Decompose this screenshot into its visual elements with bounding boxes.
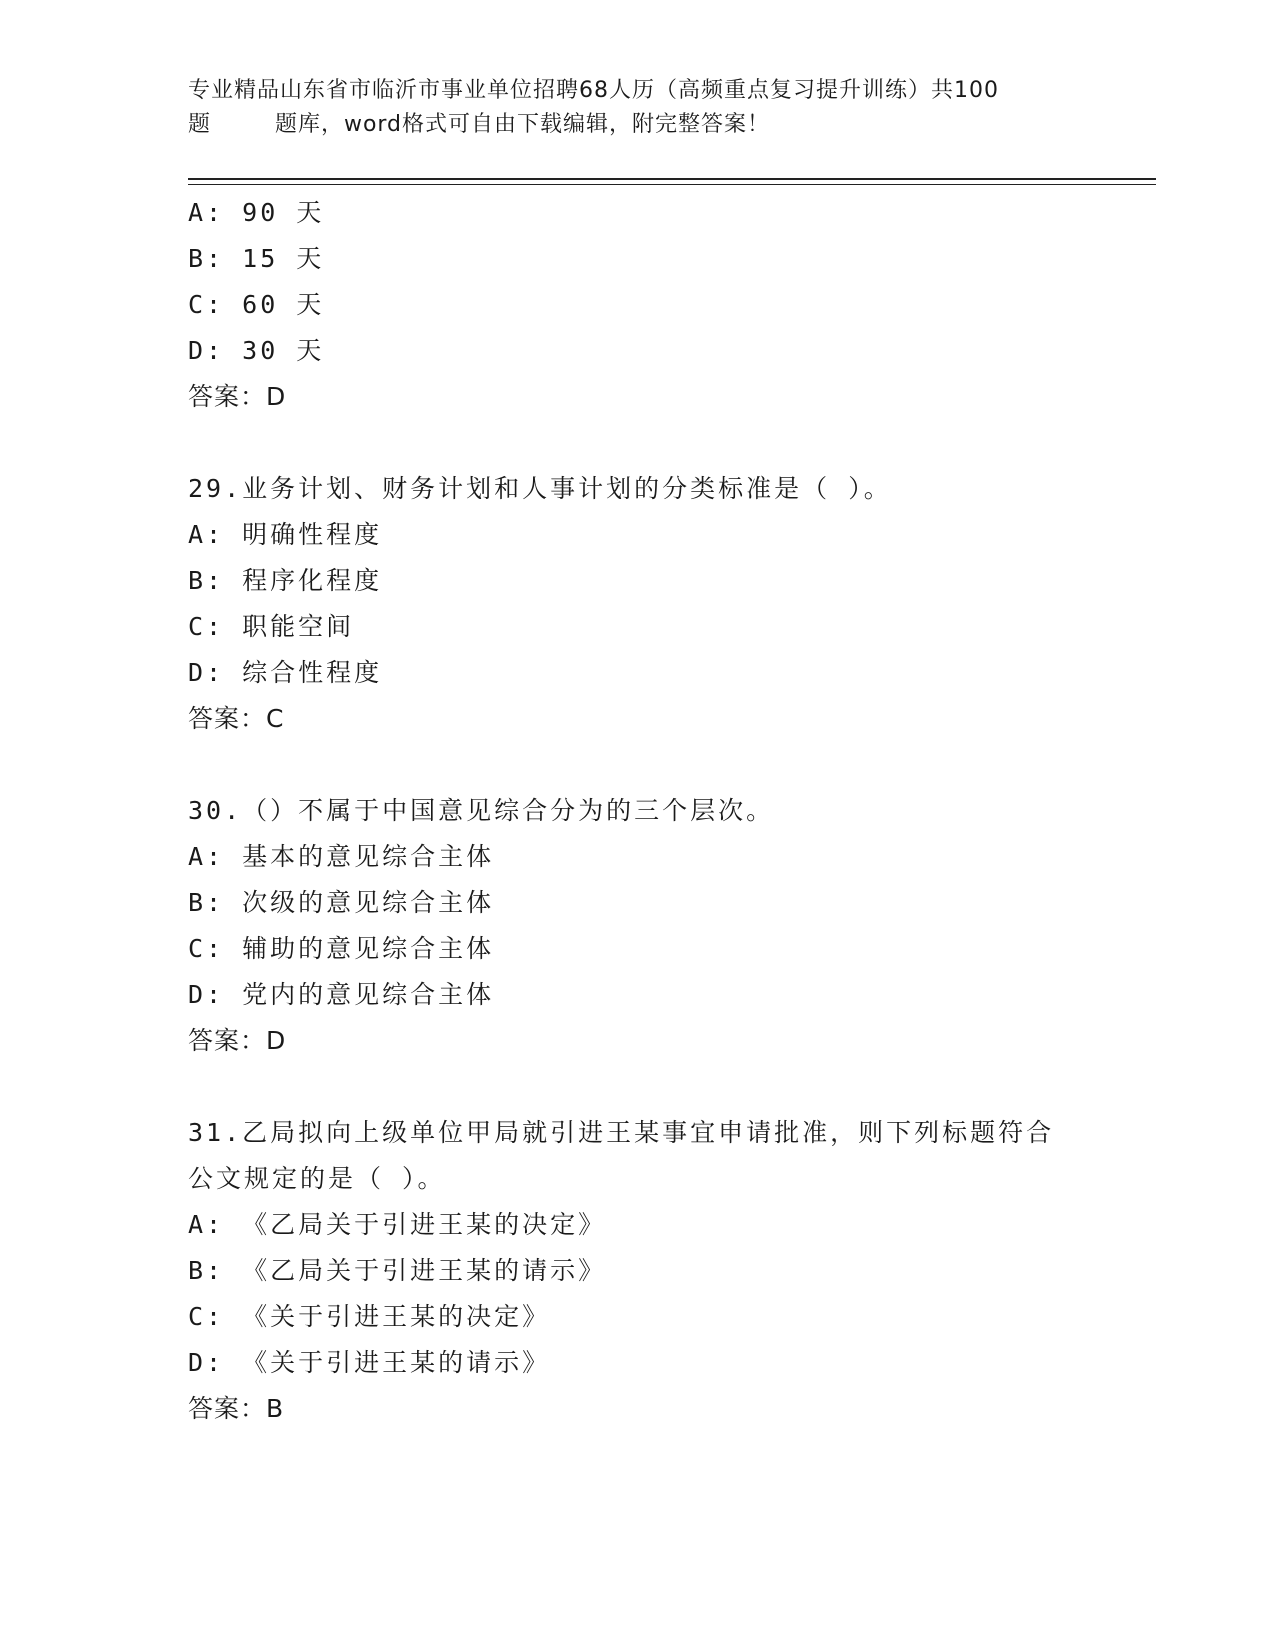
question-list bbox=[188, 190, 1088, 1432]
question-block-31 bbox=[188, 1110, 1088, 1432]
option-c: C: 职能空间 bbox=[188, 612, 355, 641]
option-a: A: 《乙局关于引进王某的决定》 bbox=[188, 1210, 607, 1239]
question-text: 31.乙局拟向上级单位甲局就引进王某事宜申请批准，则下列标题符合公文规定的是（ ）。 bbox=[188, 1118, 1055, 1193]
question-text-wrapper bbox=[188, 1110, 1088, 1202]
option-d: D: 党内的意见综合主体 bbox=[188, 980, 495, 1009]
option-c: C: 辅助的意见综合主体 bbox=[188, 934, 495, 963]
header-line-1: 专业精品山东省市临沂市事业单位招聘68人历（高频重点复习提升训练）共100 bbox=[188, 78, 999, 103]
option-d: D: 综合性程度 bbox=[188, 658, 383, 687]
option-a: A: 基本的意见综合主体 bbox=[188, 842, 495, 871]
option-a: A: 明确性程度 bbox=[188, 520, 383, 549]
header-divider-thick bbox=[188, 178, 1156, 180]
question-text: 29.业务计划、财务计划和人事计划的分类标准是（ ）。 bbox=[188, 474, 892, 503]
option-c: C: 60 天 bbox=[188, 290, 325, 319]
option-b: B: 《乙局关于引进王某的请示》 bbox=[188, 1256, 607, 1285]
answer: 答案：B bbox=[188, 1394, 285, 1423]
option-a: A: 90 天 bbox=[188, 198, 325, 227]
option-b: B: 程序化程度 bbox=[188, 566, 383, 595]
question-block-29 bbox=[188, 466, 1088, 742]
answer: 答案：D bbox=[188, 382, 287, 411]
answer: 答案：C bbox=[188, 704, 285, 733]
answer: 答案：D bbox=[188, 1026, 287, 1055]
option-d: D: 《关于引进王某的请示》 bbox=[188, 1348, 551, 1377]
option-d: D: 30 天 bbox=[188, 336, 325, 365]
question-text: 30.（）不属于中国意见综合分为的三个层次。 bbox=[188, 796, 775, 825]
option-b: B: 15 天 bbox=[188, 244, 325, 273]
option-c: C: 《关于引进王某的决定》 bbox=[188, 1302, 551, 1331]
option-b: B: 次级的意见综合主体 bbox=[188, 888, 495, 917]
question-block-28 bbox=[188, 190, 1088, 420]
header-line-2: 题 题库，word格式可自由下载编辑，附完整答案！ bbox=[188, 112, 771, 137]
header-divider-thin bbox=[188, 184, 1156, 185]
page-header bbox=[188, 74, 1068, 142]
question-block-30 bbox=[188, 788, 1088, 1064]
